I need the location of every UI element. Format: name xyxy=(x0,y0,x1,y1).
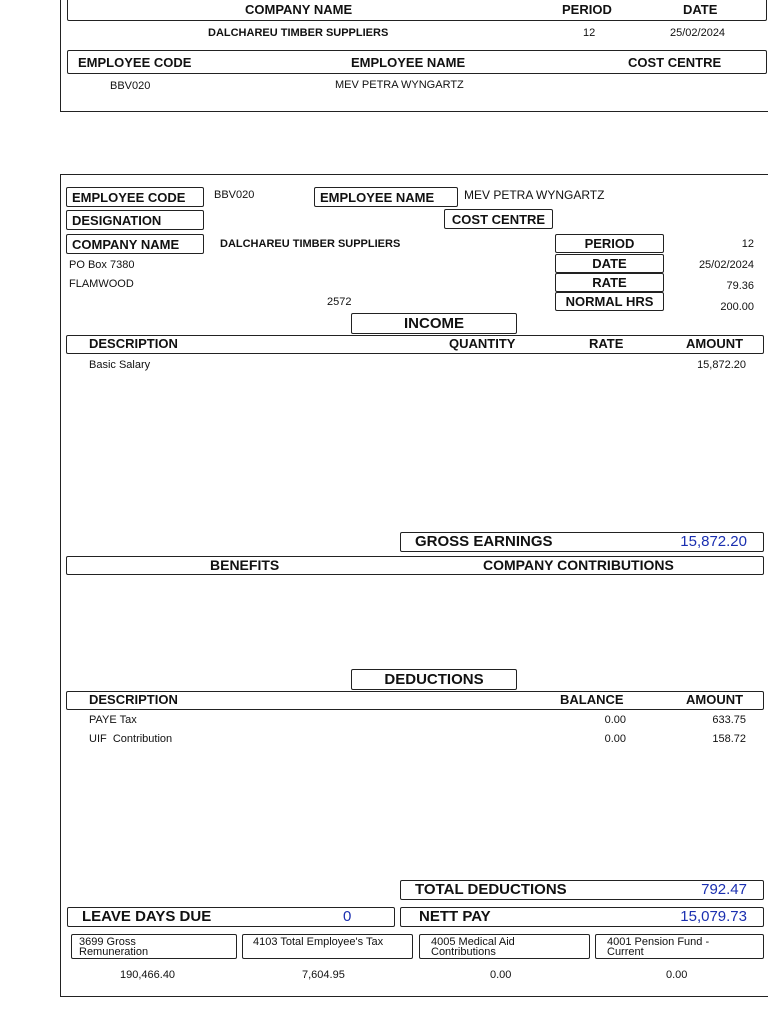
deductions-col-balance: BALANCE xyxy=(560,692,624,707)
company-contributions-label: COMPANY CONTRIBUTIONS xyxy=(483,557,674,573)
ytd-label: 4005 Medical Aid Contributions xyxy=(431,936,515,958)
total-deductions-value: 792.47 xyxy=(701,881,747,898)
deductions-title: DEDUCTIONS xyxy=(351,669,517,690)
top-company-name: DALCHAREU TIMBER SUPPLIERS xyxy=(208,27,389,39)
income-row-description: Basic Salary xyxy=(89,359,151,371)
date-value: 25/02/2024 xyxy=(698,259,754,271)
address-line2: FLAMWOOD xyxy=(69,278,134,290)
employee-code-value: BBV020 xyxy=(214,189,255,201)
ytd-label: 4103 Total Employee's Tax xyxy=(253,936,384,948)
top-company-name-label: COMPANY NAME xyxy=(245,2,353,17)
deduction-row-description: PAYE Tax xyxy=(89,714,137,726)
normal-hrs-value: 200.00 xyxy=(720,301,754,313)
deduction-row-amount: 158.72 xyxy=(712,733,746,745)
address-line1: PO Box 7380 xyxy=(69,259,135,271)
top-date-label: DATE xyxy=(683,2,718,17)
deductions-col-description: DESCRIPTION xyxy=(89,692,178,707)
employee-code-label: EMPLOYEE CODE xyxy=(66,187,204,207)
total-deductions-label: TOTAL DEDUCTIONS xyxy=(415,881,567,898)
employee-name-value: MEV PETRA WYNGARTZ xyxy=(464,188,605,202)
ytd-value: 190,466.40 xyxy=(120,969,176,981)
normal-hrs-label: NORMAL HRS xyxy=(555,292,664,311)
nett-pay-value: 15,079.73 xyxy=(680,908,747,925)
date-label: DATE xyxy=(555,254,664,273)
ytd-label: 3699 Gross Remuneration xyxy=(79,936,149,958)
ytd-value: 7,604.95 xyxy=(302,969,345,981)
top-cost-centre-label: COST CENTRE xyxy=(628,55,722,70)
postal-code: 2572 xyxy=(327,296,352,308)
top-period: 12 xyxy=(583,27,596,39)
gross-earnings-label: GROSS EARNINGS xyxy=(415,533,553,550)
gross-earnings-value: 15,872.20 xyxy=(680,533,747,550)
deductions-col-amount: AMOUNT xyxy=(686,692,744,707)
top-header-bar xyxy=(67,0,767,21)
deduction-row-description: UIF Contribution xyxy=(89,733,173,745)
income-col-amount: AMOUNT xyxy=(686,336,744,351)
period-value: 12 xyxy=(741,238,754,250)
top-employee-name: MEV PETRA WYNGARTZ xyxy=(335,79,464,91)
deduction-row-balance: 0.00 xyxy=(604,733,626,745)
top-date: 25/02/2024 xyxy=(670,27,726,39)
company-name-value: DALCHAREU TIMBER SUPPLIERS xyxy=(220,238,401,250)
cost-centre-label: COST CENTRE xyxy=(444,209,553,229)
rate-value: 79.36 xyxy=(726,280,754,292)
benefits-label: BENEFITS xyxy=(210,557,280,573)
rate-label: RATE xyxy=(555,273,664,292)
leave-days-label: LEAVE DAYS DUE xyxy=(82,908,212,925)
leave-days-value: 0 xyxy=(343,908,352,925)
company-name-label: COMPANY NAME xyxy=(66,234,204,254)
income-col-rate: RATE xyxy=(589,336,624,351)
employee-name-label: EMPLOYEE NAME xyxy=(314,187,458,207)
deduction-row-amount: 633.75 xyxy=(712,714,746,726)
nett-pay-label: NETT PAY xyxy=(419,908,491,925)
ytd-value: 0.00 xyxy=(490,969,512,981)
designation-label: DESIGNATION xyxy=(66,210,204,230)
top-employee-name-label: EMPLOYEE NAME xyxy=(351,55,466,70)
period-label: PERIOD xyxy=(555,234,664,253)
income-col-quantity: QUANTITY xyxy=(449,336,516,351)
deduction-row-balance: 0.00 xyxy=(604,714,626,726)
top-employee-code-label: EMPLOYEE CODE xyxy=(78,55,192,70)
income-title: INCOME xyxy=(351,313,517,334)
income-row-amount: 15,872.20 xyxy=(697,359,746,371)
ytd-label: 4001 Pension Fund - Current xyxy=(607,936,710,958)
income-col-description: DESCRIPTION xyxy=(89,336,178,351)
top-employee-code: BBV020 xyxy=(110,80,151,92)
top-period-label: PERIOD xyxy=(562,2,612,17)
ytd-value: 0.00 xyxy=(666,969,688,981)
